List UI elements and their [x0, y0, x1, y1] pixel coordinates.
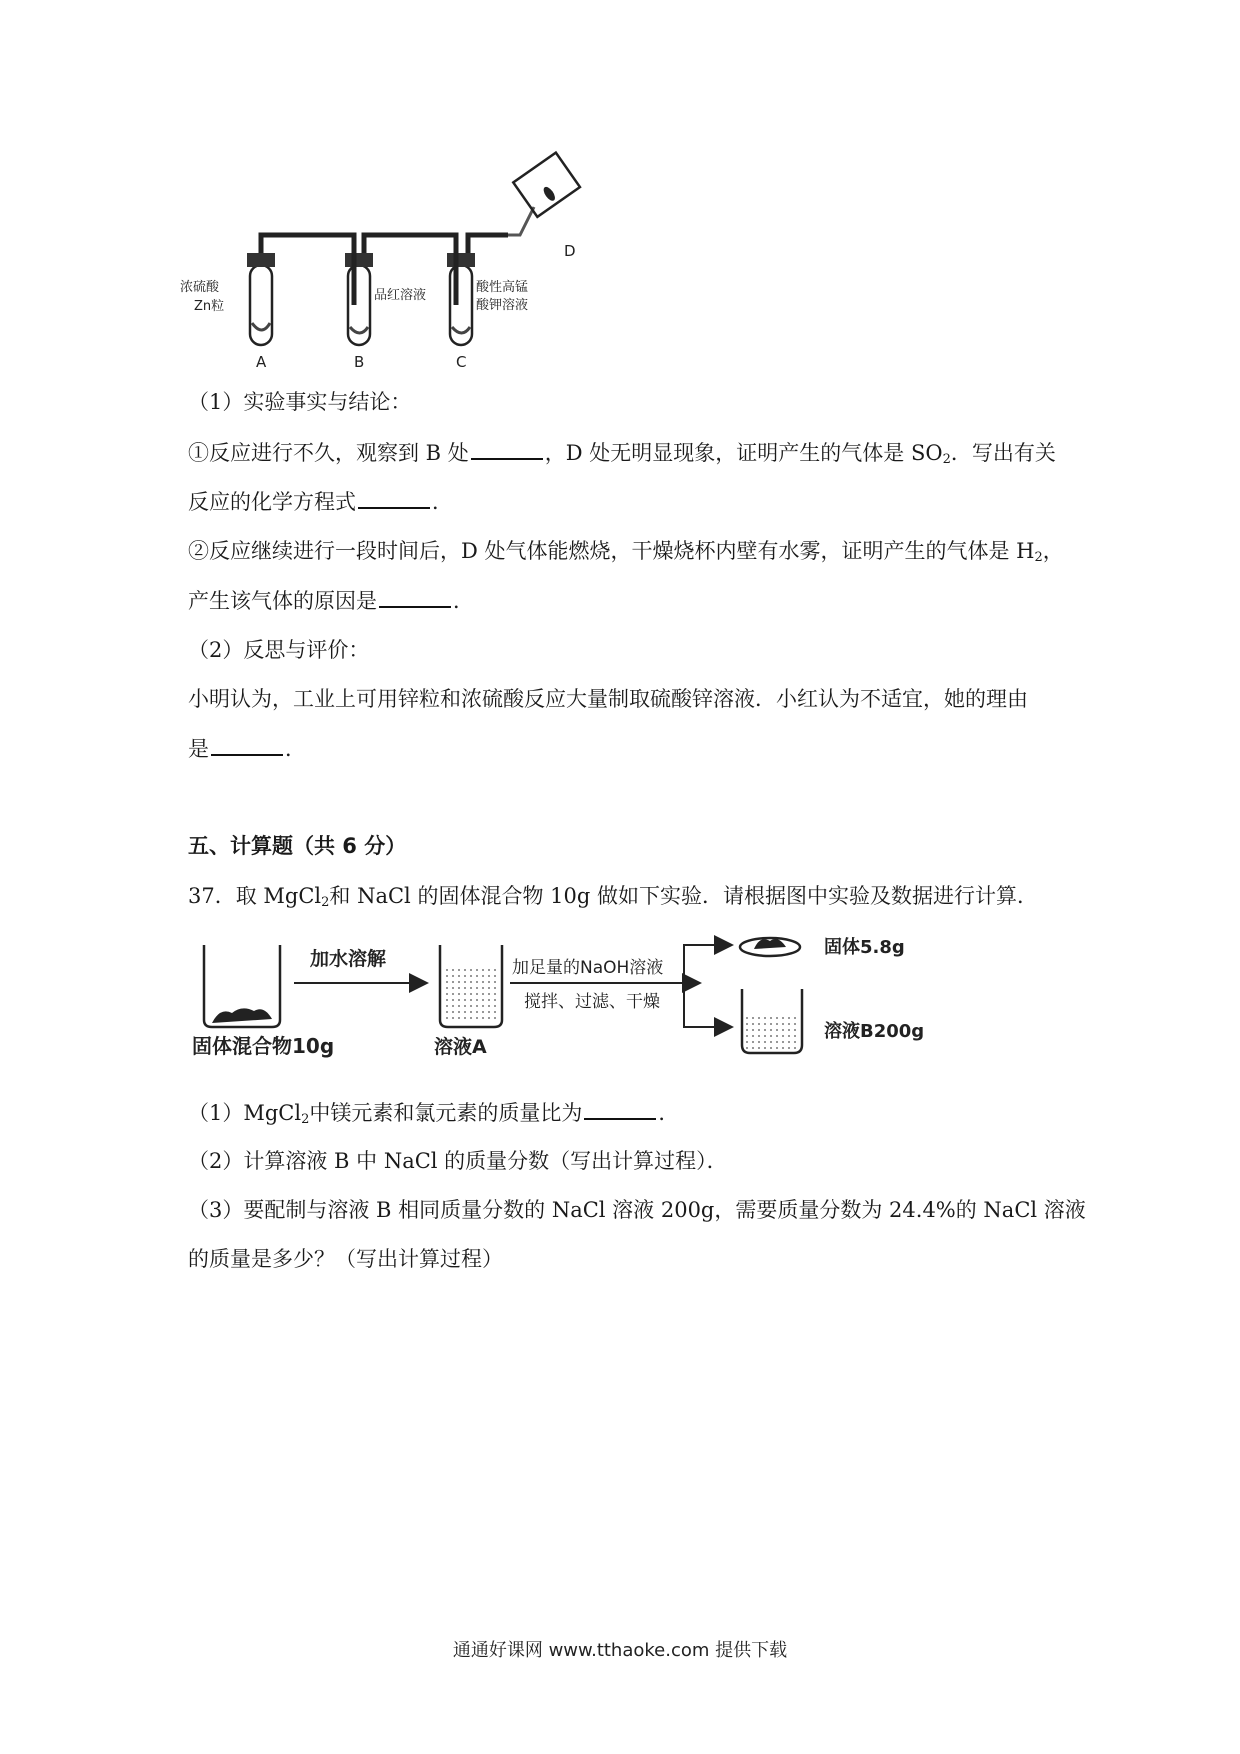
inverted-beaker-d: [513, 153, 580, 217]
q37-q2: （2）计算溶液 B 中 NaCl 的质量分数（写出计算过程）．: [188, 1149, 728, 1173]
part1-heading: （1）实验事实与结论：: [188, 390, 412, 414]
q37-stem: 37．取 MgCl$_2$和 NaCl 的固体混合物 10g 做如下实验．请根据图中实验及数据进行计算．: [188, 884, 1038, 910]
reagent-label-c2: 酸钾溶液: [476, 298, 529, 313]
answer-blank[interactable]: [358, 487, 430, 509]
answer-blank[interactable]: [211, 734, 283, 756]
dish-solid-product: [740, 938, 800, 956]
q37-q3-line1: （3）要配制与溶液 B 相同质量分数的 NaCl 溶液 200g，需要质量分数为 24.4%的 NaCl 溶液: [188, 1198, 1086, 1222]
label-solution-b: 溶液B200g: [824, 1021, 925, 1042]
label-solid-product: 固体5.8g: [824, 937, 905, 958]
reagent-label-a2: Zn粒: [194, 299, 225, 314]
arrow-to-solid: [682, 945, 732, 983]
reagent-label-a1: 浓硫酸: [180, 280, 220, 295]
part2-heading: （2）反思与评价：: [188, 638, 370, 662]
label-solid-mixture: 固体混合物10g: [192, 1034, 335, 1058]
test-tube-a: [247, 253, 275, 345]
q36-line-2: 反应的化学方程式 ．: [188, 487, 453, 516]
q36-line-3: ②反应继续进行一段时间后，D 处气体能燃烧，干燥烧杯内壁有水雾，证明产生的气体是 $H_2$，: [188, 539, 1064, 565]
beaker-solution-a: [440, 945, 502, 1027]
label-d: D: [564, 242, 576, 260]
label-a: A: [256, 353, 267, 371]
q37-q1: （1）MgCl$_2$中镁元素和氯元素的质量比为 ．: [188, 1098, 679, 1134]
experiment-flow-diagram: [192, 925, 952, 1065]
q36-line-5: 小明认为，工业上可用锌粒和浓硫酸反应大量制取硫酸锌溶液．小红认为不适宜，她的理由: [188, 687, 1028, 711]
test-tube-c: [447, 253, 475, 345]
footer: 通通好课网 www.tthaoke.com 提供下载: [452, 1640, 788, 1661]
q36-line-4: 产生该气体的原因是 ．: [188, 586, 474, 615]
label-b: B: [354, 353, 365, 371]
label-step2-top: 加足量的NaOH溶液: [512, 958, 664, 978]
answer-blank[interactable]: [584, 1098, 656, 1120]
reagent-label-c1: 酸性高锰: [476, 280, 529, 295]
q36-line-1: ①反应进行不久，观察到 B 处 ，D 处无明显现象，证明产生的气体是 $SO_2$．写出有关: [188, 438, 1056, 474]
q37-q3-line2: 的质量是多少？（写出计算过程）: [188, 1247, 503, 1271]
answer-blank[interactable]: [379, 586, 451, 608]
beaker-solution-b: [742, 989, 802, 1053]
apparatus-diagram: [180, 155, 628, 371]
label-step1: 加水溶解: [310, 948, 387, 970]
q36-line-6: 是 ．: [188, 734, 306, 763]
label-step2-bottom: 搅拌、过滤、干燥: [524, 992, 660, 1012]
reagent-label-b: 品红溶液: [374, 288, 427, 303]
beaker-solid-mixture: [204, 945, 280, 1027]
section-heading: 五、计算题（共 6 分）: [188, 834, 407, 858]
label-c: C: [456, 353, 467, 371]
arrow-to-solution-b: [684, 983, 732, 1027]
answer-blank[interactable]: [471, 438, 543, 460]
test-tube-b: [345, 253, 373, 345]
label-solution-a: 溶液A: [434, 1036, 487, 1058]
